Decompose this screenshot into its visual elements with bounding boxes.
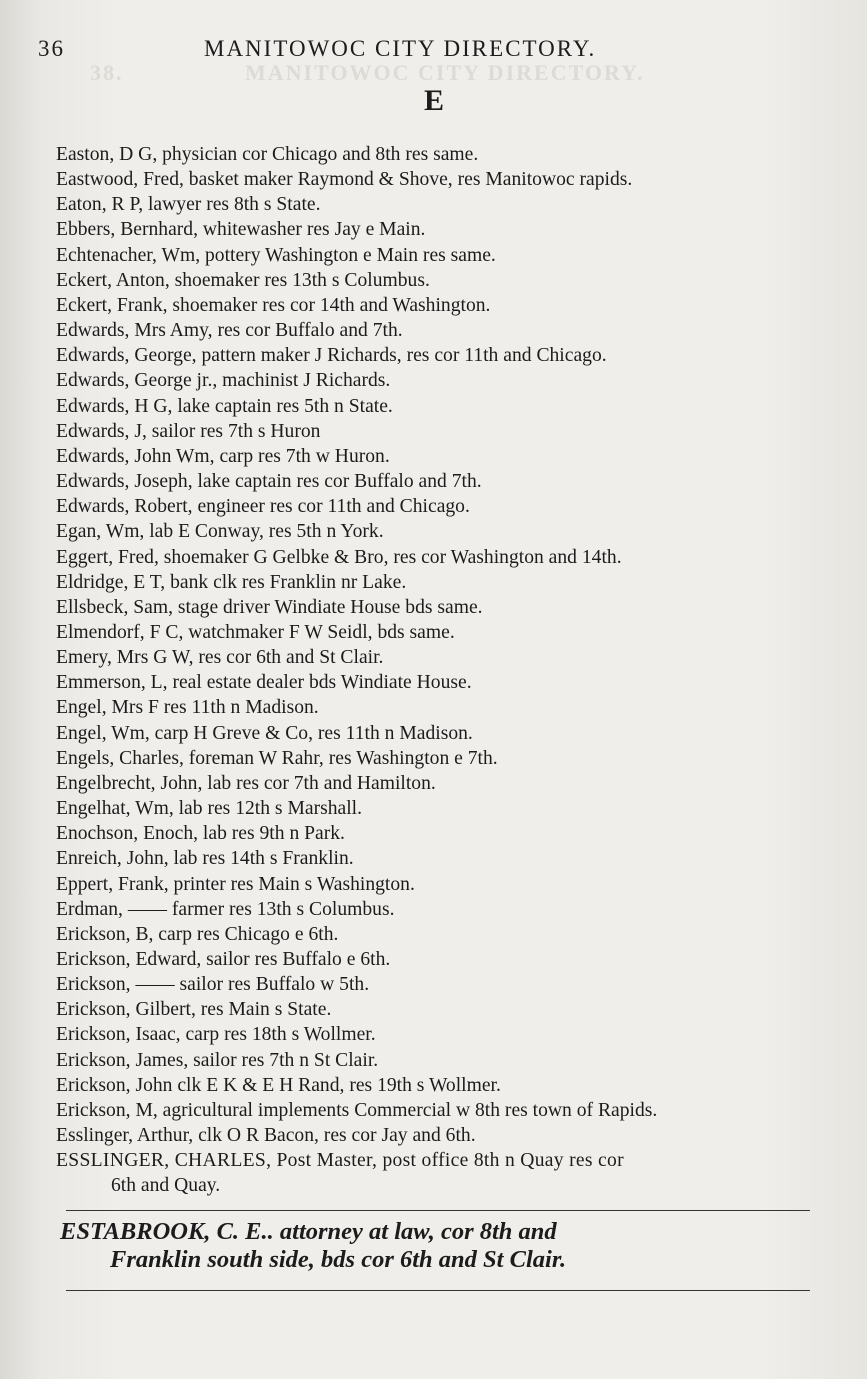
bleed-through-text xyxy=(90,60,645,86)
directory-entry: Erickson, Edward, sailor res Buffalo e 6th. xyxy=(56,949,391,970)
featured-listing xyxy=(60,1218,820,1274)
directory-entry: Enochson, Enoch, lab res 9th n Park. xyxy=(56,823,345,845)
directory-entry: Engelhat, Wm, lab res 12th s Marshall. xyxy=(56,798,362,820)
directory-entry: Emmerson, L, real estate dealer bds Windiate House. xyxy=(56,672,472,694)
directory-entry: Engel, Wm, carp H Greve & Co, res 11th n Madison. xyxy=(56,722,473,744)
directory-entry: Eastwood, Fred, basket maker Raymond & Shove, res Manitowoc rapids. xyxy=(56,169,633,191)
directory-entry: Erickson, —— sailor res Buffalo w 5th. xyxy=(56,974,370,996)
directory-entry: Eppert, Frank, printer res Main s Washington. xyxy=(56,873,415,895)
page-number: 36 xyxy=(38,36,65,61)
directory-entry: Erickson, M, agricultural implements Commercial w 8th res town of Rapids. xyxy=(56,1099,658,1121)
directory-entries xyxy=(56,142,816,1199)
directory-entry: Esslinger, Arthur, clk O R Bacon, res cor Jay and 6th. xyxy=(56,1125,476,1147)
directory-entry: Echtenacher, Wm, pottery Washington e Main res same. xyxy=(56,244,496,266)
directory-entry: Ebbers, Bernhard, whitewasher res Jay e Main. xyxy=(56,219,426,241)
directory-entry: Engel, Mrs F res 11th n Madison. xyxy=(56,697,319,719)
directory-entry-continuation: 6th and Quay. xyxy=(111,1175,221,1197)
directory-entry: Eaton, R P, lawyer res 8th s State. xyxy=(56,194,321,216)
directory-entry: Edwards, George, pattern maker J Richards, res cor 11th and Chicago. xyxy=(56,345,607,367)
directory-entry: Erickson, James, sailor res 7th n St Clair. xyxy=(56,1049,379,1071)
directory-entry: Eggert, Fred, shoemaker G Gelbke & Bro, res cor Washington and 14th. xyxy=(56,546,622,568)
section-letter: E xyxy=(424,84,445,117)
rule-top xyxy=(66,1210,810,1211)
directory-entry: Engels, Charles, foreman W Rahr, res Washington e 7th. xyxy=(56,747,498,769)
featured-listing-line-2: Franklin south side, bds cor 6th and St Clair. xyxy=(110,1246,567,1273)
bleed-through-title: MANITOWOC CITY DIRECTORY. xyxy=(245,60,645,85)
directory-entry: Edwards, Mrs Amy, res cor Buffalo and 7th. xyxy=(56,320,403,342)
directory-entry: Eckert, Anton, shoemaker res 13th s Columbus. xyxy=(56,269,430,291)
directory-entry: Erickson, Isaac, carp res 18th s Wollmer. xyxy=(56,1024,376,1046)
directory-entry: Edwards, Joseph, lake captain res cor Buffalo and 7th. xyxy=(56,471,482,493)
directory-entry: Enreich, John, lab res 14th s Franklin. xyxy=(56,848,354,870)
directory-entry: Easton, D G, physician cor Chicago and 8th res same. xyxy=(56,144,479,165)
directory-entry: Edwards, H G, lake captain res 5th n State. xyxy=(56,395,393,417)
directory-entry: Edwards, J, sailor res 7th s Huron xyxy=(56,420,321,442)
directory-entry: Engelbrecht, John, lab res cor 7th and Hamilton. xyxy=(56,772,436,794)
page-title: MANITOWOC CITY DIRECTORY. xyxy=(204,36,597,61)
directory-entry: ESSLINGER, CHARLES, Post Master, post office 8th n Quay res cor xyxy=(56,1150,624,1172)
directory-entry: Edwards, George jr., machinist J Richards. xyxy=(56,370,391,392)
directory-entry: Edwards, Robert, engineer res cor 11th and Chicago. xyxy=(56,496,470,518)
directory-entry: Edwards, John Wm, carp res 7th w Huron. xyxy=(56,445,390,467)
directory-entry: Emery, Mrs G W, res cor 6th and St Clair. xyxy=(56,647,384,669)
directory-entry: Egan, Wm, lab E Conway, res 5th n York. xyxy=(56,521,384,543)
directory-entry: Eldridge, E T, bank clk res Franklin nr Lake. xyxy=(56,571,407,593)
directory-entry: Erdman, —— farmer res 13th s Columbus. xyxy=(56,898,395,920)
rule-bottom xyxy=(66,1290,810,1291)
bleed-through-page-number: 38. xyxy=(90,60,124,85)
directory-entry: Ellsbeck, Sam, stage driver Windiate House bds same. xyxy=(56,596,483,618)
directory-entry: Erickson, John clk E K & E H Rand, res 19th s Wollmer. xyxy=(56,1074,501,1096)
directory-entry: Erickson, Gilbert, res Main s State. xyxy=(56,999,332,1021)
directory-entry: Erickson, B, carp res Chicago e 6th. xyxy=(56,923,339,945)
featured-listing-line-1: ESTABROOK, C. E.. attorney at law, cor 8th and xyxy=(60,1218,557,1245)
directory-entry: Elmendorf, F C, watchmaker F W Seidl, bds same. xyxy=(56,621,455,643)
directory-entry: Eckert, Frank, shoemaker res cor 14th and Washington. xyxy=(56,294,491,316)
